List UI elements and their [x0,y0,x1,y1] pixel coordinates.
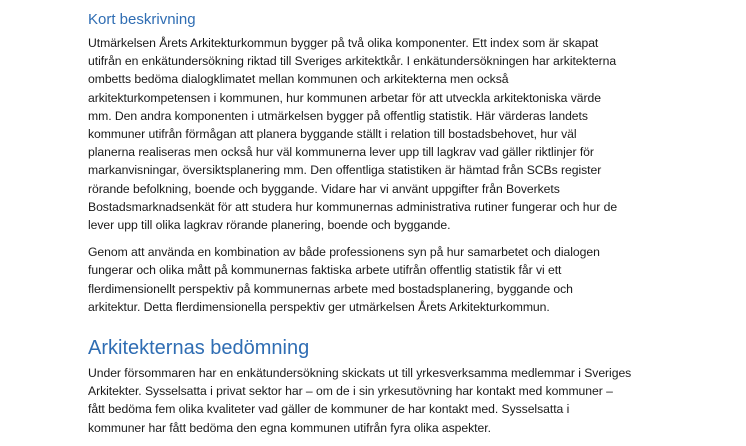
text-line: fått bedöma fem olika kvaliteter vad gäller de kommuner de har kontakt med. Sysselsatta i [88,402,570,417]
text-line: rörande befolkning, boende och byggande. Vidare har vi använt uppgifter från Boverkets [88,181,560,196]
text-line: ombetts bedöma dialogklimatet mellan kommunen och arkitekterna men också [88,72,509,87]
paragraph-assessment-1 [88,364,678,437]
text-line: kommuner utifrån förmågan att planera byggande ställt i relation till bostadsbehovet, hur väl [88,127,577,142]
section-spacer [88,325,678,336]
text-line: Under försommaren har en enkätundersökning skickats ut till yrkesverksamma medlemmar i Sveriges [88,366,632,381]
text-line: planerna realiseras men också hur väl kommunerna lever upp till lagkrav vad gäller riktlinjer för [88,145,594,160]
text-line: arkitekturkompetensen i kommunen, hur kommunen arbetar för att utveckla arkitektoniska värde [88,90,601,105]
text-line: Genom att använda en kombination av både professionens syn på hur samarbetet och dialogen [88,245,600,260]
text-line: fungerar och olika mått på kommunernas faktiska arbete utifrån offentlig statistik får vi ett [88,263,562,278]
text-line: utifrån en enkätundersökning riktad till Sveriges arkitektkår. I enkätundersökningen har arkitekterna [88,54,617,69]
text-line: Utmärkelsen Årets Arkitekturkommun bygger på två olika komponenter. Ett index som är skapat [88,36,599,50]
text-line: Arkitekter. Sysselsatta i privat sektor har – om de i sin yrkesutövning har kontakt med kommuner – [88,384,613,399]
text-line: markanvisningar, översiktsplanering mm. Den offentliga statistiken är hämtad från SCBs register [88,163,602,178]
text-line: flerdimensionellt perspektiv på kommunernas arbete med bostadsplanering, byggande och [88,281,573,296]
text-line: kommuner har fått bedöma den egna kommunen utifrån fyra olika aspekter. [88,420,491,435]
text-line: lever upp till olika lagkrav rörande planering, boende och byggande. [88,218,451,233]
text-line: mm. Den andra komponenten i utmärkelsen bygger på offentlig statistik. Här värderas landets [88,108,588,123]
document-content [88,10,678,446]
paragraph-description-1 [88,34,678,234]
paragraph-description-2 [88,243,678,316]
section-heading-kort-beskrivning: Kort beskrivning [88,11,196,28]
text-line: arkitektur. Detta flerdimensionella perspektiv ger utmärkelsen Årets Arkitekturkommun. [88,299,550,314]
text-line: Bostadsmarknadsenkät för att studera hur kommunernas administrativa rutiner fungerar och hur de [88,199,618,214]
section-heading-arkitekternas-bedomning: Arkitekternas bedömning [88,337,310,360]
